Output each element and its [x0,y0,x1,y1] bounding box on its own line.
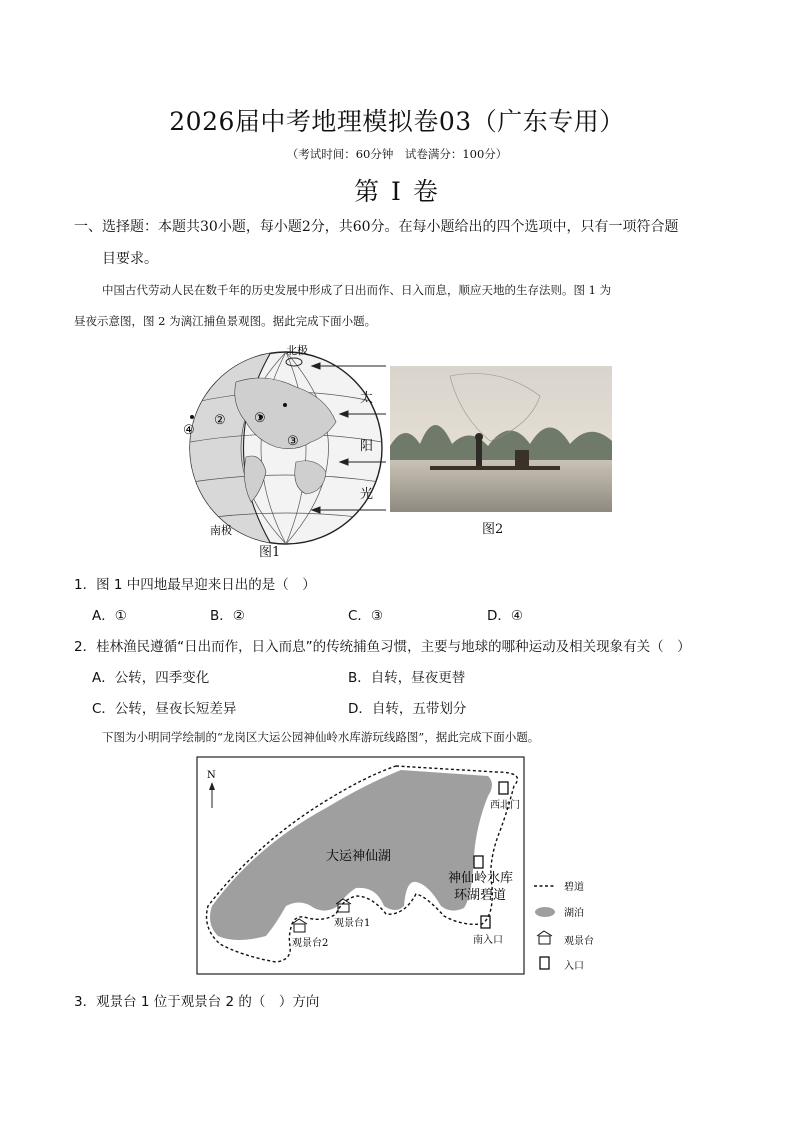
south-entrance-label: 南入口 [473,935,503,946]
volume-heading: 第 I 卷 [354,177,440,206]
question-2-option-b[interactable]: B．自转，昼夜更替 [348,670,466,686]
intro1-line2: 昼夜示意图，图 2 为漓江捕鱼景观图。据此完成下面小题。 [74,314,377,328]
northwest-gate-label: 西北门 [490,800,520,811]
intro2-text: 下图为小明同学绘制的“龙岗区大运公园神仙岭水库游玩线路图”，据此完成下面小题。 [102,730,540,744]
lake-name: 大运神仙湖 [326,849,392,864]
exam-subtitle: （考试时间：60分钟 试卷满分：100分） [286,147,508,161]
question-2-option-a[interactable]: A．公转，四季变化 [92,670,210,686]
intro1-line1: 中国古代劳动人民在数千年的历史发展中形成了日出而作、日入而息，顺应天地的生存法则。图 1 为 [102,283,612,297]
sun-char-2: 阳 [360,439,374,454]
point-3-label: ③ [287,434,299,449]
figure2-caption: 图2 [482,522,504,537]
question-1-option-b[interactable]: B．② [210,608,245,624]
section-instruction-line2: 目要求。 [102,251,158,267]
reservoir-route-map [196,756,600,976]
question-2-option-d[interactable]: D．自转，五带划分 [348,701,467,717]
viewpoint1-label: 观景台1 [334,918,371,929]
legend-lake-icon [535,907,555,917]
exam-title: 2026届中考地理模拟卷03（广东专用） [169,107,625,136]
sunlight-arrows [300,358,390,516]
question-2-option-c[interactable]: C．公转，昼夜长短差异 [92,701,237,717]
legend-entrance: 入口 [564,961,584,972]
legend-lake: 湖泊 [564,908,584,919]
question-2-stem: 2．桂林渔民遵循“日出而作，日入而息”的传统捕鱼习惯，主要与地球的哪种运动及相关现象有关（ ） [74,639,691,655]
sun-char-3: 光 [360,487,374,502]
north-pole-label: 北极 [286,344,308,357]
section-instruction-line1: 一、选择题：本题共30小题，每小题2分，共60分。在每小题给出的四个选项中，只有一项符合题 [74,219,679,235]
trail-name-line1: 神仙岭水库 [448,871,514,886]
legend-trail: 碧道 [564,882,584,893]
question-1-option-d[interactable]: D．④ [487,608,523,624]
south-pole-label: 南极 [210,524,232,537]
trail-name-line2: 环湖碧道 [454,888,507,903]
question-1-option-c[interactable]: C．③ [348,608,384,624]
legend-entrance-icon [540,957,549,969]
sun-char-1: 太 [360,391,374,406]
question-1-stem: 1．图 1 中四地最早迎来日出的是（ ） [74,577,316,593]
legend-viewpoint-icon [537,931,552,944]
point-4-label: ④ [183,423,195,438]
question-1-option-a[interactable]: A．① [92,608,127,624]
question-3-stem: 3．观景台 1 位于观景台 2 的（ ）方向 [74,994,320,1010]
north-label: N [207,770,216,781]
figure2-fishing-photo [390,366,612,512]
legend-viewpoint: 观景台 [564,936,594,947]
figure1-caption: 图1 [259,545,281,560]
point-2-label: ② [214,413,226,428]
viewpoint2-label: 观景台2 [292,938,329,949]
point-1-label: ① [254,411,266,426]
